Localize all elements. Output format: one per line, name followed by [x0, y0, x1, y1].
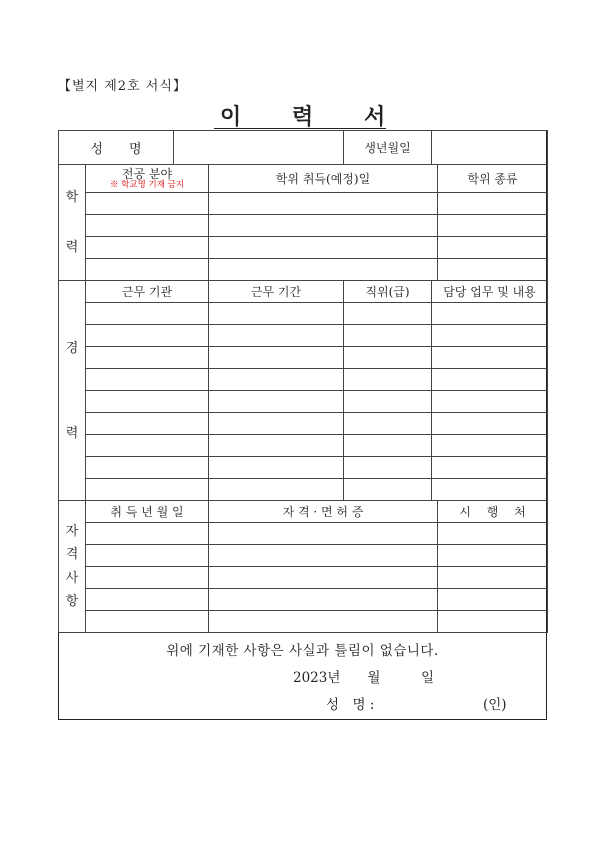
position-cell[interactable]	[344, 457, 432, 479]
title-char-3: 서	[364, 104, 386, 130]
declaration-block	[58, 627, 547, 720]
career-row	[59, 325, 548, 347]
issuer-cell[interactable]	[438, 523, 548, 545]
period-cell[interactable]	[209, 479, 344, 501]
qualification-row	[59, 545, 548, 567]
acquired-date-cell[interactable]	[86, 567, 209, 589]
org-cell[interactable]	[86, 325, 209, 347]
degree-type-header: 학위 종류	[438, 165, 548, 193]
major-cell[interactable]	[86, 259, 209, 281]
career-header-row	[59, 281, 548, 303]
duty-cell[interactable]	[432, 325, 548, 347]
title-char-1: 이	[220, 104, 242, 130]
degree-type-cell[interactable]	[438, 193, 548, 215]
org-cell[interactable]	[86, 347, 209, 369]
signature-label: 성 명 :	[326, 697, 375, 713]
duty-cell[interactable]	[432, 347, 548, 369]
acquired-date-cell[interactable]	[86, 523, 209, 545]
org-cell[interactable]	[86, 457, 209, 479]
career-row	[59, 303, 548, 325]
major-header-label: 전공 분야	[121, 166, 173, 181]
period-cell[interactable]	[209, 457, 344, 479]
degree-date-cell[interactable]	[209, 193, 438, 215]
period-cell[interactable]	[209, 413, 344, 435]
qualification-section-label	[59, 501, 86, 633]
issuer-cell[interactable]	[438, 567, 548, 589]
resume-table	[58, 130, 548, 633]
education-row	[59, 259, 548, 281]
career-section-label	[59, 281, 86, 501]
major-cell[interactable]	[86, 215, 209, 237]
org-cell[interactable]	[86, 479, 209, 501]
major-cell[interactable]	[86, 237, 209, 259]
period-cell[interactable]	[209, 435, 344, 457]
declaration-statement: 위에 기재한 사항은 사실과 틀림이 없습니다.	[166, 643, 439, 659]
qualification-row	[59, 523, 548, 545]
degree-date-header: 학위 취득(예정)일	[209, 165, 438, 193]
document-title	[214, 100, 386, 129]
degree-type-cell[interactable]	[438, 259, 548, 281]
career-row	[59, 413, 548, 435]
duty-cell[interactable]	[432, 369, 548, 391]
issuer-cell[interactable]	[438, 589, 548, 611]
school-name-warning: ※ 학교명 기재 금지	[109, 179, 185, 190]
position-cell[interactable]	[344, 391, 432, 413]
degree-type-cell[interactable]	[438, 215, 548, 237]
issuer-cell[interactable]	[438, 545, 548, 567]
qualification-char-1: 자	[65, 523, 79, 539]
position-cell[interactable]	[344, 347, 432, 369]
career-row	[59, 435, 548, 457]
acquired-date-header: 취 득 년 월 일	[86, 501, 209, 523]
birthdate-field[interactable]	[432, 131, 548, 165]
duty-cell[interactable]	[432, 479, 548, 501]
org-cell[interactable]	[86, 413, 209, 435]
acquired-date-cell[interactable]	[86, 589, 209, 611]
degree-date-cell[interactable]	[209, 237, 438, 259]
org-cell[interactable]	[86, 369, 209, 391]
career-char-2: 력	[65, 425, 79, 441]
license-cell[interactable]	[209, 545, 438, 567]
title-char-2: 력	[292, 104, 314, 130]
qualification-char-2: 격	[65, 547, 79, 563]
birthdate-label: 생년월일	[344, 131, 432, 165]
position-header: 직위(급)	[344, 281, 432, 303]
duty-cell[interactable]	[432, 303, 548, 325]
education-header-row	[59, 165, 548, 193]
acquired-date-cell[interactable]	[86, 545, 209, 567]
degree-date-cell[interactable]	[209, 215, 438, 237]
org-cell[interactable]	[86, 303, 209, 325]
career-row	[59, 457, 548, 479]
issuer-header: 시 행 처	[438, 501, 548, 523]
position-cell[interactable]	[344, 303, 432, 325]
education-char-1: 학	[65, 190, 79, 205]
career-row	[59, 369, 548, 391]
degree-type-cell[interactable]	[438, 237, 548, 259]
qualification-row	[59, 567, 548, 589]
name-field[interactable]	[174, 131, 344, 165]
period-cell[interactable]	[209, 391, 344, 413]
qualification-header-row	[59, 501, 548, 523]
duty-cell[interactable]	[432, 413, 548, 435]
position-cell[interactable]	[344, 479, 432, 501]
position-cell[interactable]	[344, 413, 432, 435]
org-cell[interactable]	[86, 391, 209, 413]
license-cell[interactable]	[209, 523, 438, 545]
qualification-char-3: 사	[65, 570, 79, 586]
career-row	[59, 347, 548, 369]
period-header: 근무 기간	[209, 281, 344, 303]
qualification-char-4: 항	[65, 594, 79, 610]
position-cell[interactable]	[344, 435, 432, 457]
declaration-date[interactable]: 2023년 월 일	[293, 670, 434, 686]
org-cell[interactable]	[86, 435, 209, 457]
career-row	[59, 479, 548, 501]
org-header: 근무 기관	[86, 281, 209, 303]
career-char-1: 경	[65, 340, 79, 356]
period-cell[interactable]	[209, 303, 344, 325]
position-cell[interactable]	[344, 325, 432, 347]
degree-date-cell[interactable]	[209, 259, 438, 281]
career-row	[59, 391, 548, 413]
qualification-row	[59, 589, 548, 611]
period-cell[interactable]	[209, 369, 344, 391]
duty-header: 담당 업무 및 내용	[432, 281, 548, 303]
position-cell[interactable]	[344, 369, 432, 391]
name-label: 성 명	[59, 131, 174, 165]
license-cell[interactable]	[209, 589, 438, 611]
major-header	[86, 165, 209, 193]
education-row	[59, 215, 548, 237]
duty-cell[interactable]	[432, 457, 548, 479]
license-cell[interactable]	[209, 567, 438, 589]
personal-info-row	[59, 131, 548, 165]
education-char-2: 력	[65, 240, 79, 255]
duty-cell[interactable]	[432, 391, 548, 413]
period-cell[interactable]	[209, 325, 344, 347]
major-cell[interactable]	[86, 193, 209, 215]
education-row	[59, 237, 548, 259]
education-row	[59, 193, 548, 215]
education-section-label	[59, 165, 86, 281]
duty-cell[interactable]	[432, 435, 548, 457]
seal-mark[interactable]: (인)	[483, 697, 507, 713]
license-header: 자 격 · 면 허 증	[209, 501, 438, 523]
period-cell[interactable]	[209, 347, 344, 369]
form-number-label: 【별지 제2호 서식】	[58, 79, 187, 94]
